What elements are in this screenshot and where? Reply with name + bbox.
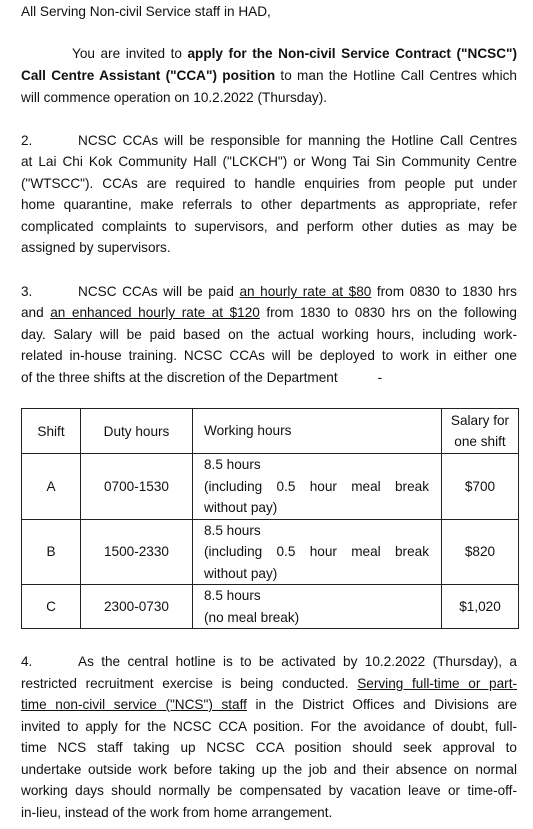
para2-line-6: assigned by supervisors. (21, 240, 171, 255)
para-text: NCSC CCAs will be paid (78, 284, 240, 299)
greeting: All Serving Non-civil Service staff in HAD, (21, 4, 271, 19)
eligible-staff: Serving full-time or part- (357, 676, 517, 691)
para4-line-5: time NCS staff taking up NCSC CCA position should seek approval to (21, 740, 517, 755)
intro-text: to man the Hotline Call Centres which (275, 68, 517, 83)
duty-hours-cell: 0700-1530 (81, 454, 193, 520)
para2-line-4: home quarantine, make referrals to other departments as appropriate, refer (21, 197, 517, 212)
duty-hours-cell: 2300-0730 (81, 585, 193, 629)
para3-line-1 (21, 281, 517, 303)
para-number: 4. (21, 654, 33, 669)
para4-line-6: undertake outside work before taking up the job and their absence on normal (21, 762, 517, 777)
header-salary (442, 409, 519, 454)
header-salary-line: one shift (454, 434, 506, 449)
para-text: As the central hotline is to be activated by 10.2.2022 (Thursday), a (78, 654, 517, 669)
para-text: restricted recruitment exercise is being conducted. (21, 676, 358, 691)
eligible-staff: time non-civil service ("NCS") staff (21, 697, 247, 712)
salary-cell: $820 (442, 519, 519, 585)
table-header-row (22, 409, 519, 454)
intro-line-3: will commence operation on 10.2.2022 (Thursday). (21, 90, 328, 105)
working-hours-cell (193, 454, 442, 520)
working-hours-line: without pay) (204, 565, 278, 581)
intro-line-2 (21, 65, 517, 87)
para4-line-8: in-lieu, instead of the work from home arrangement. (21, 805, 333, 820)
table-row (22, 519, 519, 585)
para-text: from 0830 to 1830 hrs (371, 284, 517, 299)
para-text: and (21, 305, 51, 320)
para3-line-5 (21, 367, 517, 389)
trailing-dash: - (377, 370, 383, 385)
intro-bold: apply for the Non-civil Service Contract ("NCSC") (187, 46, 517, 61)
hourly-rate: an hourly rate at $80 (239, 284, 372, 299)
para2-line-1 (21, 130, 517, 152)
shift-table (21, 408, 519, 629)
para4-line-1 (21, 651, 517, 673)
salary-cell: $700 (442, 454, 519, 520)
para-text: from 1830 to 0830 hrs on the following (259, 305, 517, 320)
working-hours-line: 8.5 hours (204, 457, 261, 472)
para3-line-3: day. Salary will be paid based on the actual working hours, including work- (21, 327, 517, 342)
para-text: of the three shifts at the discretion of the Department (21, 370, 338, 385)
table-row (22, 454, 519, 520)
para2-line-3: ("WTSCC"). CCAs are required to handle enquiries from people put under (21, 176, 517, 191)
para4-line-2 (21, 673, 517, 695)
working-hours-line: (including 0.5 hour meal break (204, 478, 429, 494)
para4-line-7: working days should normally be compensated by vacation leave or time-off- (21, 783, 517, 798)
header-working-hours: Working hours (193, 409, 442, 454)
working-hours-line: (no meal break) (204, 609, 300, 625)
working-hours-line: 8.5 hours (204, 588, 261, 603)
para2-line-5: complicated complaints to supervisors, and perform other duties as may be (21, 219, 517, 234)
para2-line-2: at Lai Chi Kok Community Hall ("LCKCH") or Wong Tai Sin Community Centre (21, 154, 517, 169)
table-row (22, 585, 519, 629)
working-hours-cell (193, 585, 442, 629)
working-hours-line: (including 0.5 hour meal break (204, 544, 429, 559)
para-text: in the District Offices and Divisions are (246, 697, 518, 712)
para3-line-4: related in-house training. NCSC CCAs will be deployed to work in either one (21, 348, 517, 363)
working-hours-line: without pay) (204, 500, 278, 515)
para3-line-2 (21, 302, 517, 324)
intro-line-1 (21, 43, 517, 65)
para4-line-4: invited to apply for the NCSC CCA position. For the avoidance of doubt, full- (21, 719, 517, 734)
duty-hours-cell: 1500-2330 (81, 519, 193, 585)
header-salary-line: Salary for (450, 413, 510, 428)
header-shift: Shift (22, 409, 81, 454)
working-hours-line: 8.5 hours (204, 522, 261, 538)
para-number: 3. (21, 284, 33, 299)
intro-text: You are invited to (72, 46, 188, 61)
intro-bold: Call Centre Assistant ("CCA") position (21, 68, 276, 83)
shift-cell: A (22, 454, 81, 520)
para-number: 2. (21, 133, 33, 148)
salary-cell: $1,020 (442, 585, 519, 629)
enhanced-rate: an enhanced hourly rate at $120 (50, 305, 260, 320)
para4-line-3 (21, 694, 517, 716)
shift-cell: C (22, 585, 81, 629)
para-text: NCSC CCAs will be responsible for manning the Hotline Call Centres (78, 133, 517, 148)
shift-cell: B (22, 519, 81, 585)
header-duty-hours: Duty hours (81, 409, 193, 454)
working-hours-cell (193, 519, 442, 585)
